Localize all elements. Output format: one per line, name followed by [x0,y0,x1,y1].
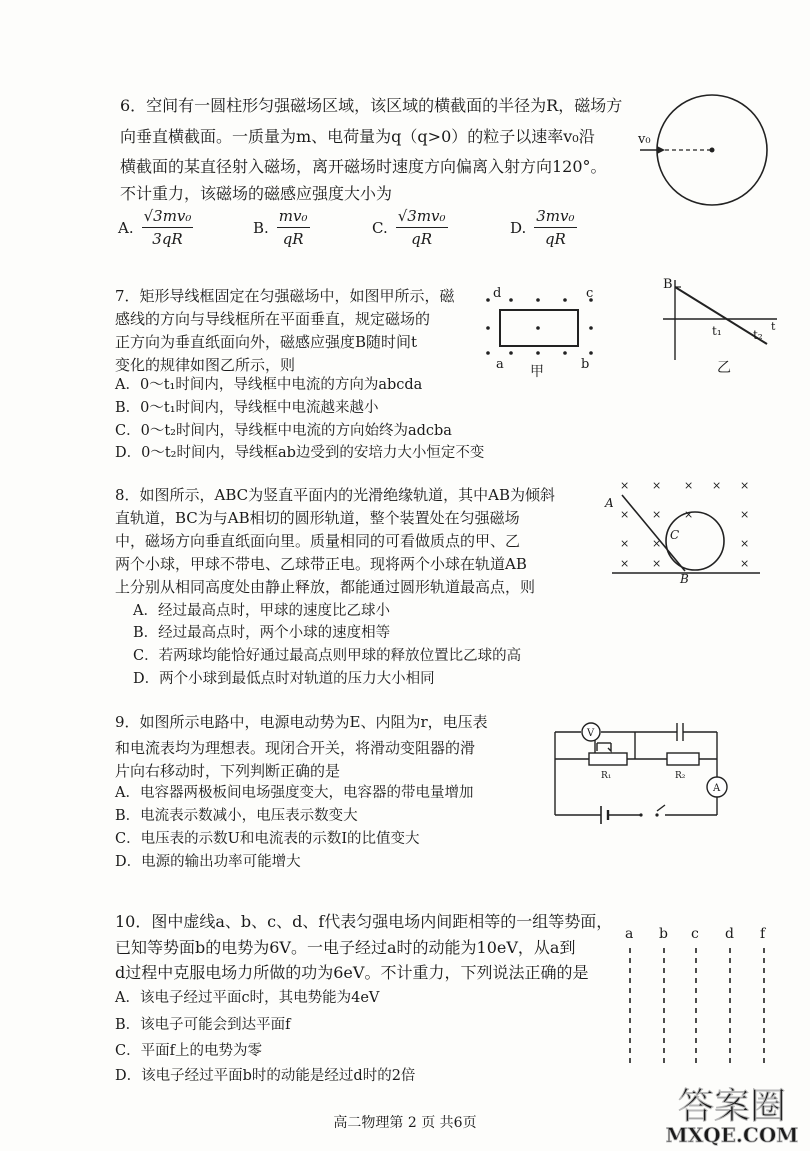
watermark-logo [660,1078,805,1148]
q10-equipotential-figure [615,922,785,1072]
q7-stem-line-3: 正方向为垂直纸面向外，磁感应强度B随时间t [115,333,418,351]
point-C: C [670,528,680,542]
q10-option-a: A．该电子经过平面c时，其电势能为4eV [115,990,380,1006]
svg-text:×: × [740,537,750,550]
q9-option-d: D．电源的输出功率可能增大 [115,854,301,870]
q10-option-b: B．该电子可能会到达平面f [115,1017,291,1033]
plane-f-label: f [760,926,766,942]
q8-option-b: B．经过最高点时，两个小球的速度相等 [133,625,391,641]
q8-option-d: D．两个小球到最低点时对轨道的压力大小相同 [133,671,435,687]
q9-circuit-figure [545,715,735,825]
q6-option-d: D. $\frac{\text{3mv₀}}{qR}$ [510,207,575,248]
svg-text:×: × [620,557,630,570]
svg-text:×: × [740,508,750,521]
corner-c: c [586,286,594,301]
q6-stem-line-4: 不计重力，该磁场的磁感应强度大小为 [120,184,393,203]
q8-stem-line-1: 8．如图所示，ABC为竖直平面内的光滑绝缘轨道，其中AB为倾斜 [115,486,556,504]
svg-text:×: × [684,479,694,492]
q9-stem-line-3: 片向右移动时，下列判断正确的是 [115,762,341,780]
q10-stem-line-3: d过程中克服电场力所做的功为6eV。不计重力，下列说法正确的是 [115,963,589,982]
svg-text:×: × [652,537,662,550]
r1-label: R₁ [601,771,612,781]
r2-label: R₂ [675,771,686,781]
plane-c-label: c [691,926,699,942]
svg-text:×: × [652,479,662,492]
q7-stem-line-4: 变化的规律如图乙所示，则 [115,356,296,374]
svg-text:×: × [740,479,750,492]
corner-a: a [496,357,504,372]
ammeter-label: A [713,783,721,794]
label-B: B [663,277,673,292]
q6-magnetic-field-figure [630,85,800,215]
caption-yi: 乙 [717,360,731,376]
plane-b-label: b [659,926,668,942]
q7-stem-line-2: 感线的方向与导线框所在平面垂直，规定磁场的 [115,310,431,328]
q6-option-b: B. $\frac{\text{mv₀}}{qR}$ [253,207,308,248]
resistor-r2 [667,753,699,765]
voltmeter-label: V [587,728,595,739]
svg-text:×: × [620,508,630,521]
q7-figure-jia [478,282,613,382]
point-A: A [605,496,614,510]
q7-option-d: D．0～t₂时间内，导线框ab边受到的安培力大小恒定不变 [115,445,485,461]
q9-option-b: B．电流表示数减小，电压表示数变大 [115,808,358,824]
q6-stem-line-2: 向垂直横截面。一质量为m、电荷量为q（q>0）的粒子以速率v₀沿 [120,127,595,146]
svg-text:×: × [712,479,722,492]
label-t1: t₁ [712,324,722,338]
q9-stem-line-2: 和电流表均为理想表。现闭合开关，将滑动变阻器的滑 [115,739,476,757]
page-footer: 高二物理第 2 页 共6页 [333,1115,477,1131]
q6-option-c: C. $\frac{\text{√3mv₀}}{qR}$ [372,207,446,248]
plane-d-label: d [725,926,734,942]
label-t: t [771,320,776,333]
q7-option-c: C．0～t₂时间内，导线框中电流的方向始终为adcba [115,423,452,439]
arrow-icon [657,146,665,154]
svg-text:×: × [620,537,630,550]
q10-option-d: D．该电子经过平面b时的动能是经过d时的2倍 [115,1068,416,1084]
svg-text:×: × [652,508,662,521]
magnetic-field-crosses [620,479,749,570]
q7-option-b: B．0～t₁时间内，导线框中电流越来越小 [115,400,379,416]
svg-text:×: × [652,557,662,570]
q8-option-c: C．若两球均能恰好通过最高点则甲球的释放位置比乙球的高 [133,648,522,664]
watermark-line-2: MXQE.COM [665,1123,799,1147]
point-B: B [680,572,689,586]
q8-stem-line-2: 直轨道，BC为与AB相切的圆形轨道，整个装置处在匀强磁场 [115,509,520,527]
q7-figure-yi [655,272,785,377]
q9-option-a: A．电容器两极板间电场强度变大，电容器的带电量增加 [115,785,474,801]
plane-a-label: a [625,926,634,942]
svg-text:×: × [620,479,630,492]
rheostat-r1 [589,753,627,765]
corner-d: d [493,286,502,301]
q8-stem-line-3: 中，磁场方向垂直纸面向里。质量相同的可看做质点的甲、乙 [115,532,521,550]
q8-stem-line-4: 两个小球，甲球不带电、乙球带正电。现将两个小球在轨道AB [115,555,527,573]
q10-stem-line-2: 已知等势面b的电势为6V。一电子经过a时的动能为10eV，从a到 [115,938,576,957]
q8-stem-line-5: 上分别从相同高度处由静止释放，都能通过圆形轨道最高点，则 [115,578,536,596]
v0-label: v₀ [638,132,651,147]
corner-b: b [581,357,590,372]
q8-track-figure [600,475,775,585]
q9-option-c: C．电压表的示数U和电流表的示数I的比值变大 [115,831,420,847]
q6-stem-line-1: 6．空间有一圆柱形匀强磁场区域，该区域的横截面的半径为R，磁场方 [120,96,623,115]
q9-stem-line-1: 9．如图所示电路中，电源电动势为E、内阻为r，电压表 [115,713,488,731]
q8-option-a: A．经过最高点时，甲球的速度比乙球小 [133,603,390,619]
q10-stem-line-1: 10．图中虚线a、b、c、d、f代表匀强电场内间距相等的一组等势面， [115,912,613,931]
watermark-line-1: 答案圈 [677,1086,787,1127]
switch-icon [655,813,658,816]
svg-text:×: × [740,557,750,570]
q6-option-a: A. $\frac{\text{√3mv₀}}{3qR}$ [118,207,192,248]
q7-stem-line-1: 7．矩形导线框固定在匀强磁场中，如图甲所示，磁 [115,287,455,305]
center-dot [710,148,715,153]
q7-option-a: A．0～t₁时间内，导线框中电流的方向为abcda [115,377,423,393]
q10-option-c: C．平面f上的电势为零 [115,1043,262,1059]
svg-text:×: × [684,508,694,521]
q6-stem-line-3: 横截面的某直径射入磁场，离开磁场时速度方向偏离入射方向120°。 [120,157,607,176]
caption-jia: 甲 [530,364,544,380]
label-t2: t₂ [753,328,763,342]
